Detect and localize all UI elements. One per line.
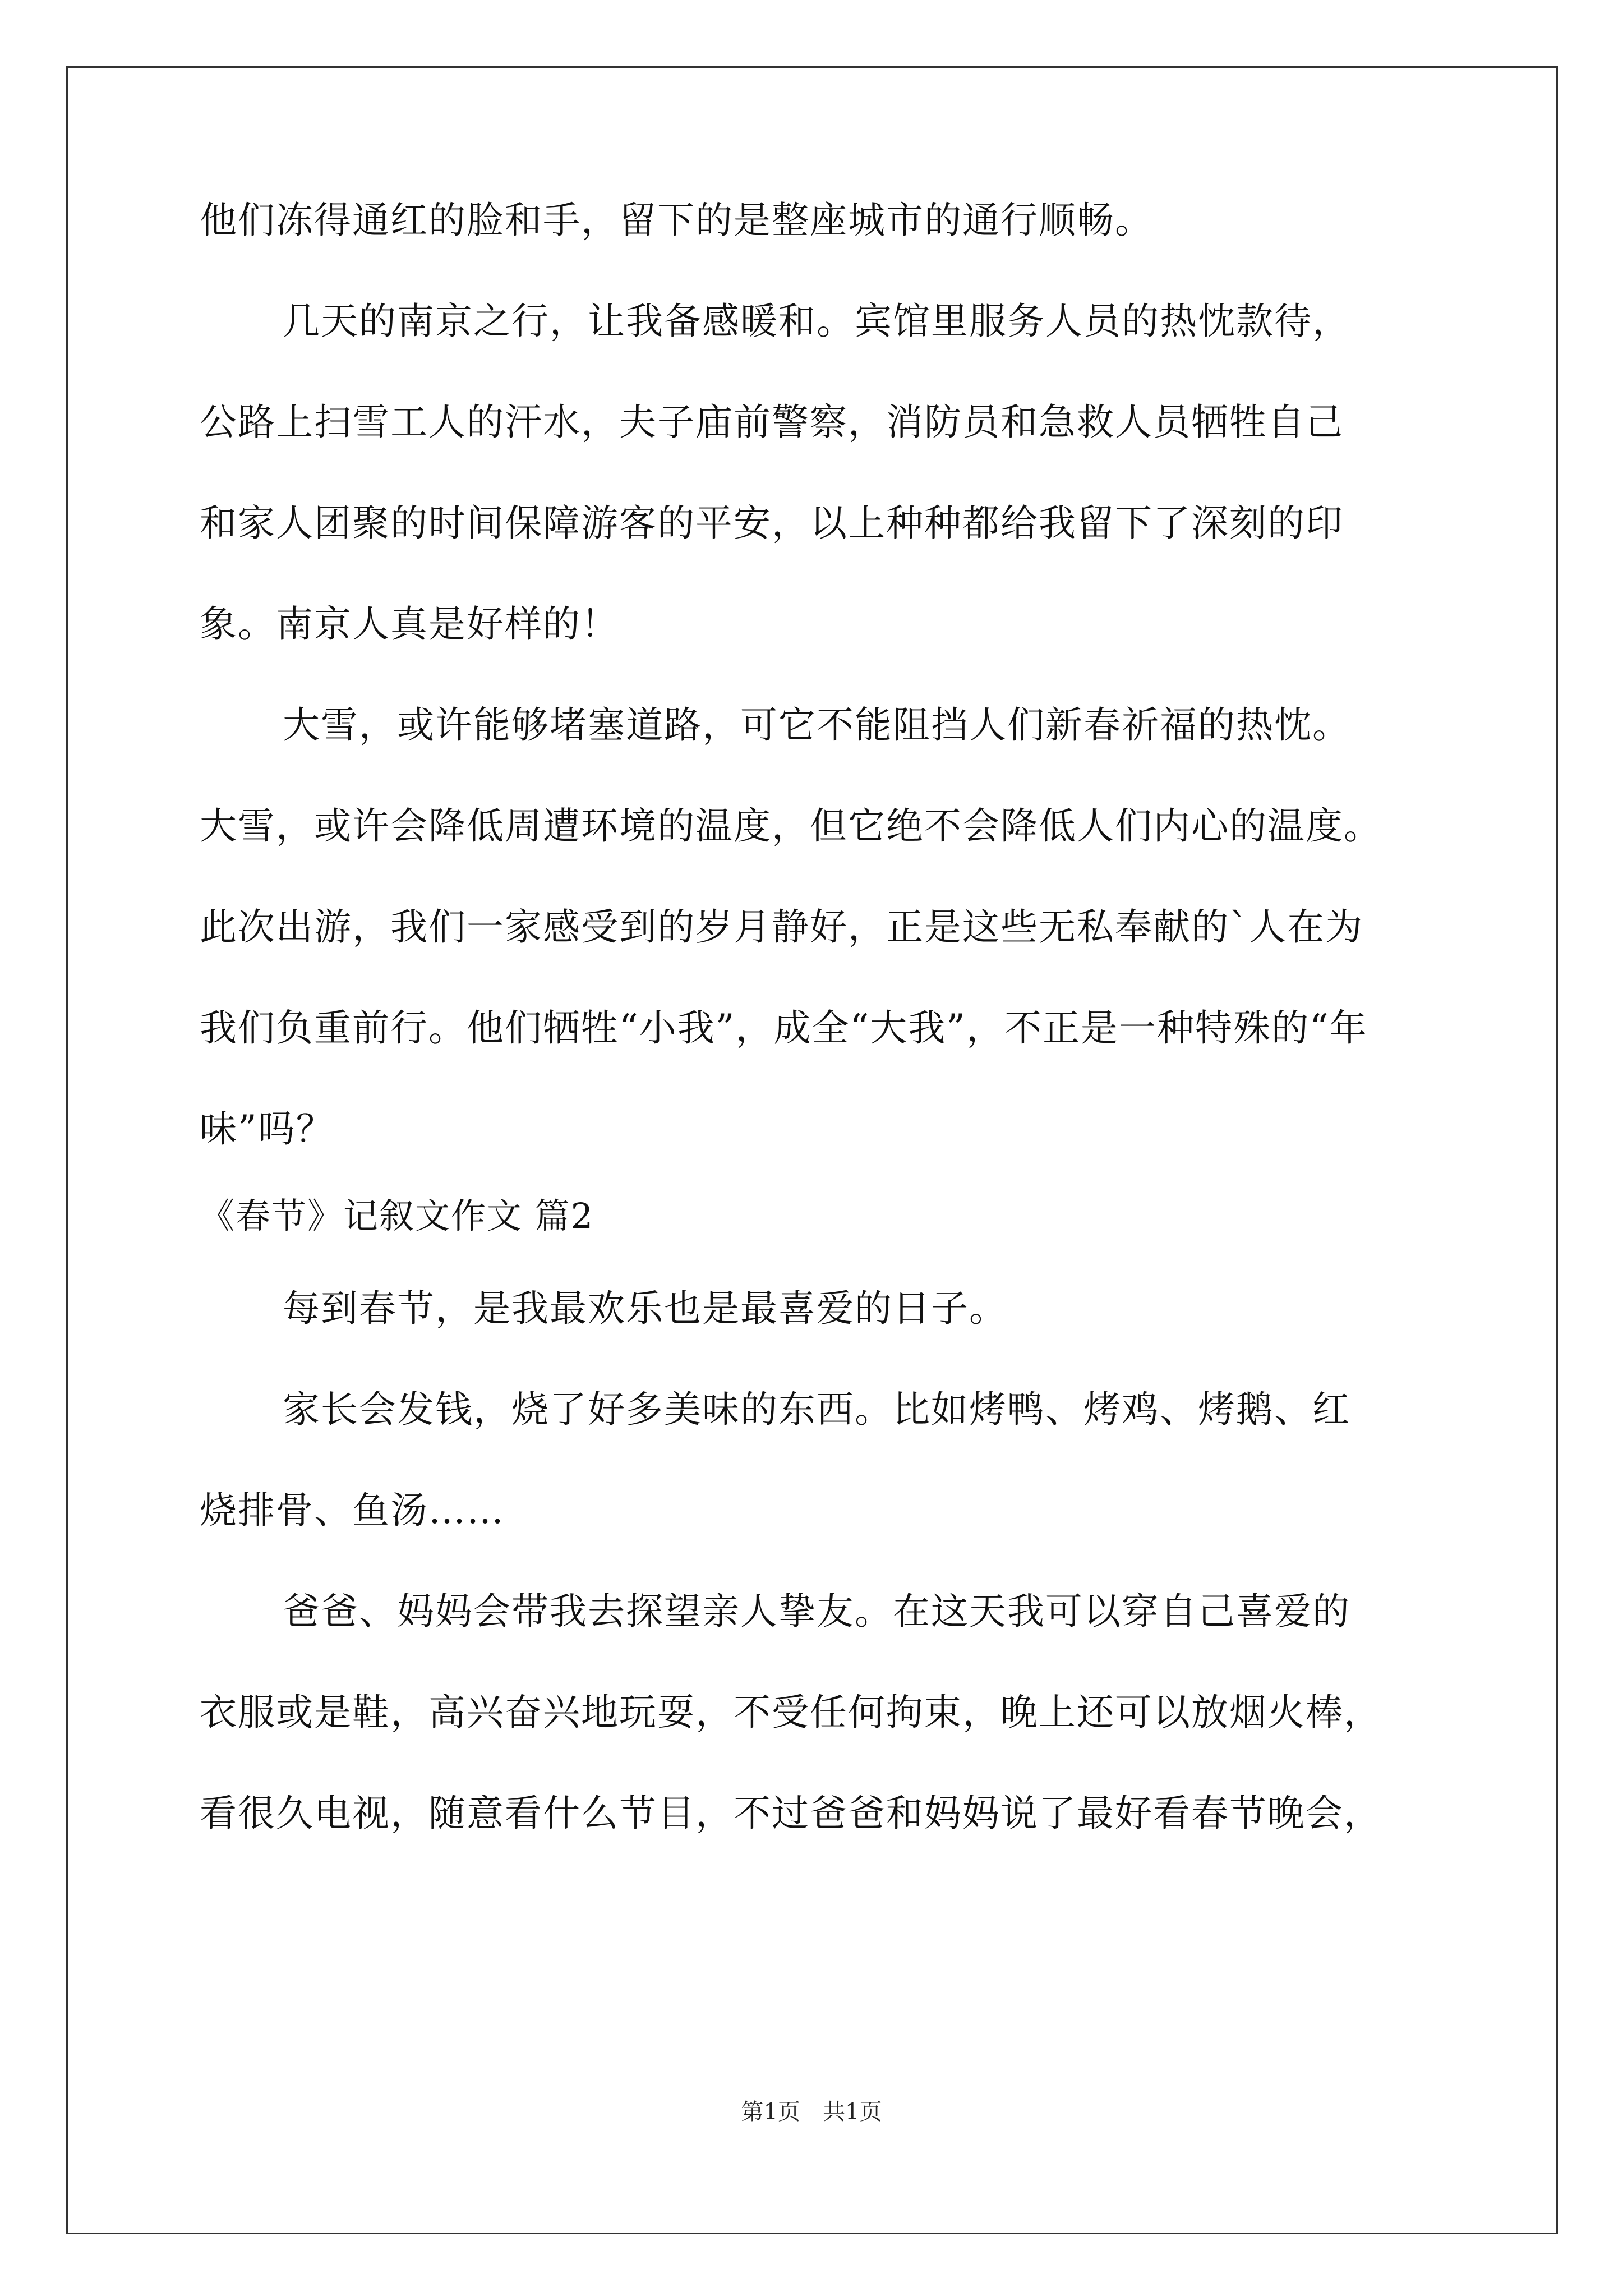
paragraph-line: 每到春节，是我最欢乐也是最喜爱的日子。 xyxy=(283,1287,1007,1330)
text-line: 衣服或是鞋，高兴奋兴地玩耍，不受任何拘束，晚上还可以放烟火棒， xyxy=(200,1691,1382,1734)
text-line: 烧排骨、鱼汤…… xyxy=(200,1489,505,1532)
text-line: 我们负重前行。他们牺牲“小我”，成全“大我”，不正是一种特殊的“年 xyxy=(200,1006,1368,1050)
text-line: 象。南京人真是好样的！ xyxy=(200,602,619,646)
page-footer xyxy=(0,2101,1623,2123)
text-line: 大雪，或许会降低周遭环境的温度，但它绝不会降低人们内心的温度。 xyxy=(200,804,1382,848)
text-line: 此次出游，我们一家感受到的岁月静好，正是这些无私奉献的`人在为 xyxy=(200,905,1363,949)
paragraph-line: 几天的南京之行，让我备感暖和。宾馆里服务人员的热忱款待， xyxy=(283,300,1350,343)
page-total: 共1页 xyxy=(823,2099,882,2125)
paragraph-line: 家长会发钱，烧了好多美味的东西。比如烤鸭、烤鸡、烤鹅、红 xyxy=(283,1388,1350,1431)
paragraph-line: 爸爸、妈妈会带我去探望亲人挚友。在这天我可以穿自己喜爱的 xyxy=(283,1590,1350,1633)
text-line: 看很久电视，随意看什么节目，不过爸爸和妈妈说了最好看春节晚会， xyxy=(200,1792,1382,1835)
text-line: 味”吗？ xyxy=(200,1107,334,1151)
text-line: 他们冻得通红的脸和手，留下的是整座城市的通行顺畅。 xyxy=(200,199,1153,242)
section-heading: 《春节》记叙文作文 篇2 xyxy=(200,1195,594,1236)
page-number: 第1页 xyxy=(741,2099,800,2125)
paragraph-line: 大雪，或许能够堵塞道路，可它不能阻挡人们新春祈福的热忱。 xyxy=(283,703,1350,747)
text-line: 和家人团聚的时间保障游客的平安，以上种种都给我留下了深刻的印 xyxy=(200,501,1344,545)
text-line: 公路上扫雪工人的汗水，夫子庙前警察，消防员和急救人员牺牲自己 xyxy=(200,401,1344,444)
